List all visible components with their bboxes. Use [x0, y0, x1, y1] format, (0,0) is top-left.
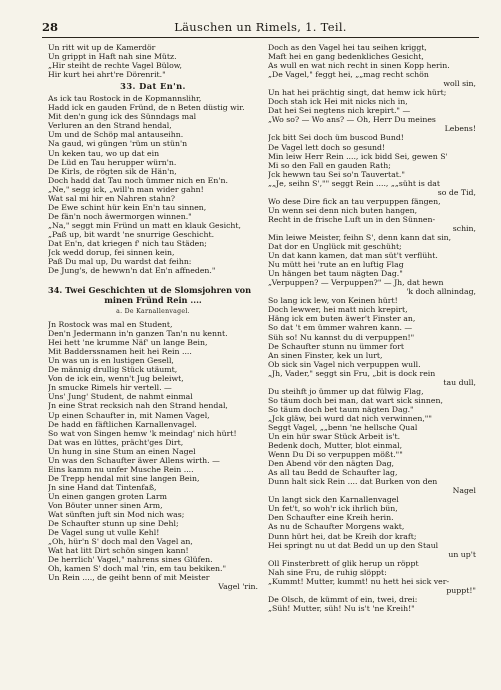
- poem-line: As nu de Schaufter Morgens wakt,: [268, 522, 405, 532]
- poem-line: De Lüd en Tau herupper würn'n.: [48, 157, 177, 167]
- poem-line: Lebens!: [444, 124, 476, 134]
- poem-line: De Trepp hendal mit sine langen Bein,: [48, 473, 200, 483]
- poem-line: Nah sine Fru, de ruhig slöppt:: [268, 567, 387, 577]
- poem-line: „Kummt! Mutter, kummt! nu hett hei sick ver-: [268, 576, 450, 586]
- poem-line: un up't: [448, 549, 476, 559]
- poem-line: „Süh! Mutter, süh! Nu is't 'ne Kreih!": [268, 603, 415, 613]
- poem-line: De herrlich' Vagel," nahrens sines Glüfen.: [48, 555, 213, 565]
- poem-line: Du steihft jo ümmer up dat fülwig Flag,: [268, 386, 424, 396]
- poem-line: Na gaud, wi güngen 'rüm un stün'n: [48, 139, 188, 149]
- poem-line: Hei springt nu ut dat Bedd un up den Staul: [268, 540, 439, 550]
- poem-line: „De Vagel," feggt hei, „„mag recht schön: [268, 70, 429, 80]
- poem-line: Häng ick em buten äwer't Finster an,: [268, 314, 416, 324]
- poem-line: Dunn halt sick Rein .... dat Burken von den: [268, 477, 438, 487]
- poem-line: So lang ick lew, von Keinen hürt!: [268, 296, 398, 306]
- poem-line: Un langt sick den Karnallenvagel: [268, 495, 399, 505]
- poem-line: De fän'n noch äwermorgen winnen.": [48, 211, 192, 221]
- poem-line: Doch lewwer, hei matt nich krepirt,: [268, 305, 408, 315]
- poem-line: Dat En'n, dat kriegen f' nich tau Städen;: [48, 238, 207, 248]
- page-header: [42, 20, 479, 36]
- poem-line: Oll Finsterbrett of glik herup un röppt: [268, 558, 419, 568]
- poem-line: So dat 't em ümmer wahren kann. —: [268, 323, 413, 333]
- poem-line: „Jck gläw, bei wurd dat nich verwinnen,"": [268, 413, 432, 423]
- poem-32-ending: [48, 43, 258, 79]
- poem-line: Nagel: [452, 486, 476, 496]
- poem-line: puppt!": [446, 585, 476, 595]
- poem-line: Doch as den Vagel hei tau seihen kriggt,: [268, 43, 427, 52]
- poem-line: Doch hadd dat Tau noch ümmer nich en En'n.: [48, 175, 228, 185]
- poem-line: Von de ick ein, wenn't Jug beleiwt,: [48, 374, 184, 384]
- poem-33-text: [48, 94, 258, 275]
- poem-line: As wull en wat nich recht in sinen Kopp herin.: [268, 61, 450, 71]
- poem-line: Dat dor en Unglück mit geschüht;: [268, 242, 402, 252]
- poem-line: Mi so den Fall en gauden Rath;: [268, 160, 391, 170]
- poem-line: Min leiw Herr Rein ...., ick bidd Sei, gewen S': [268, 151, 448, 161]
- poem-line: So wat von Singen hemw 'k meindag' nich hürt!: [48, 428, 237, 438]
- poem-line: Un grippt in Haft nah sine Mütz.: [48, 52, 177, 62]
- poem-line: Wenn Du Di so verpuppen mößt."": [268, 450, 403, 460]
- running-title: Läuschen un Rimels, 1. Teil.: [174, 20, 347, 34]
- poem-line: Un keken tau, wo up dat ein: [48, 148, 160, 158]
- section-34-title: [48, 286, 258, 305]
- poem-line: „Verpuppen? — Verpuppen?" — Jh, dat hewn: [268, 278, 444, 288]
- poem-line: „Wo so? — Wo ans? — Oh, Herr Du meines: [268, 115, 436, 125]
- poem-line: De Schaufter stunn up sine Dehl;: [48, 519, 179, 529]
- poem-line: De Schaufter stunn nu ümmer fort: [268, 341, 405, 351]
- poem-line: De Olsch, de kümmt of ein, twei, drei:: [268, 594, 418, 604]
- poem-line: Un ritt wit up de Kamerdör: [48, 43, 156, 52]
- poem-line: Mit den'n gung ick des Sünndags mal: [48, 112, 197, 122]
- poem-line: Un wenn sei denn nich buten hangen,: [268, 205, 418, 215]
- poem-line: Seggt Vagel, „„benn 'ne hellsche Qual: [268, 422, 418, 432]
- poem-line: Den Abend vör den nägten Dag,: [268, 459, 395, 469]
- poem-line: Wat hat litt Dirt schön singen kann!: [48, 546, 189, 556]
- poem-line: Bedenk doch, Mutter, blot einmal,: [268, 441, 403, 451]
- subsection-title: a. De Karnallenvagel.: [116, 307, 190, 315]
- poem-line: Wat sal mi hir en Nahren stahn?: [48, 193, 175, 203]
- poem-line: tau dull,: [443, 377, 476, 387]
- poem-line: Un was un is en lustigen Gesell,: [48, 356, 174, 366]
- section-34-title-line2: minen Fründ Rein ....: [104, 294, 202, 305]
- poem-line: De männig drullig Stück utäumt,: [48, 365, 178, 375]
- poem-line: Up einen Schaufter in, mit Namen Vagel,: [48, 410, 210, 420]
- poem-line: 'k doch allnindag,: [406, 287, 476, 297]
- poem-line: Doch stah ick Hei mit nicks nich in,: [268, 97, 408, 107]
- poem-line: „Oh, hür'n S' doch mal den Vagel an,: [48, 537, 193, 547]
- poem-line: Un hat hei prächtig singt, dat hemw ick hürt;: [268, 88, 447, 98]
- poem-line: „Na," seggt min Fründ un matt en klauk Gesicht,: [48, 220, 241, 230]
- poem-34-text: [48, 320, 258, 582]
- section-34-title-line1: 34. Twei Geschichten ut de Slomsjohren von: [48, 285, 252, 296]
- poem-line: Un hung in sine Stum an einen Nagel: [48, 446, 196, 456]
- poem-line: Recht in de frische Luft un in den Sünnen-: [268, 214, 436, 224]
- poem-line: An sinen Finster, kek un lurt,: [268, 350, 383, 360]
- poem-line: „Paß up, bit wardt 'ne snurrige Geschicht.: [48, 229, 215, 239]
- poem-line: De Jung's, de hewwn'n dat En'n affneden.": [48, 266, 216, 276]
- poem-line: Oh, kamen S' doch mal 'rin, em tau bekiken.": [48, 564, 227, 574]
- page-number: 28: [42, 20, 59, 34]
- poem-line: As ick tau Rostock in de Kopmannslihr,: [48, 94, 202, 104]
- section-33-title: 33. Dat En'n.: [120, 81, 186, 92]
- poem-line: So täum doch bet taum nägten Dag.": [268, 404, 414, 414]
- poem-line: Jck bitt Sei doch üm buscod Bund!: [268, 133, 404, 143]
- poem-line: Von Böuter unner sinen Arm,: [48, 500, 163, 510]
- poem-line: Maft hei en gang bedenkliches Gesicht,: [268, 52, 424, 62]
- poem-line: Uns' Jung' Student, de nahmt einmal: [48, 392, 193, 402]
- poem-line: Dat hei Sei negtens nich krepirt." —: [268, 106, 411, 116]
- poem-line: Eins kamm nu unfer Musche Rein ....: [48, 464, 194, 474]
- poem-line: Min leiwe Meister, feihn S', denn kann dat sin,: [268, 232, 452, 242]
- poem-line: Jck hewwn tau Sei so'n Tauvertat.": [268, 169, 405, 179]
- poem-line: Mit Badderssnamen heit hei Rein ....: [48, 347, 192, 357]
- poem-line: De Ewe schint hür kein En'n tau sinnen,: [48, 202, 207, 212]
- poem-line: so de Tid,: [437, 187, 476, 197]
- poem-line: Wat sünften juft sin Mod nich was;: [48, 510, 185, 520]
- poem-line: Hir kurt hei ahrt're Dörenrit.": [48, 70, 166, 80]
- poem-line: Dunn hürt hei, dat be Kreih dor kraft;: [268, 531, 417, 541]
- section-gap: [48, 275, 258, 285]
- right-column: [268, 43, 476, 613]
- poem-line: De Vagel sung ut vulle Kehl!: [48, 528, 160, 538]
- left-column: [48, 43, 258, 591]
- poem-line: Un ein hür swar Stück Arbeit is't.: [268, 432, 401, 442]
- poem-line: „„Je, seihn S',"" seggt Rein ...., „„süht is dat: [268, 178, 441, 188]
- poem-line: Jn smucke Rimels hir vertell. —: [48, 383, 172, 393]
- poem-line: Un hängen bet taum nägten Dag.": [268, 269, 403, 279]
- poem-line: Jn eine Strat recksich nah den Strand hendal,: [48, 401, 228, 411]
- poem-line: Hei hett 'ne krumme Näf' un lange Bein,: [48, 338, 208, 348]
- poem-line: schin,: [452, 223, 476, 233]
- poem-line: woll sin,: [443, 79, 476, 89]
- poem-line: So täum doch bei man, dat wart sick sinnen,: [268, 395, 443, 405]
- poem-line: Paß Du mal up, Du wardst dat feihn:: [48, 257, 192, 267]
- poem-line: Jn sine Hand dat Tintenfaß,: [48, 482, 157, 492]
- poem-line: Jck wedd dorup, fei sinnen kein,: [48, 248, 175, 258]
- poem-line: Wo dese Dire fick an tau verpuppen fängen,: [268, 196, 441, 206]
- poem-line: Um und de Schöp mal antauseihn.: [48, 130, 184, 140]
- poem-line: Un was den Schaufter äwer Allens wirth. —: [48, 455, 220, 465]
- poem-line: De hadd en fäftlichen Karnallenvagel.: [48, 419, 197, 429]
- header-rule: [42, 37, 479, 38]
- poem-line: De Kirls, de rögten sik de Hän'n,: [48, 166, 177, 176]
- poem-line: „Jh, Vader," seggt sin Fru, „bit is dock rein: [268, 368, 436, 378]
- poem-line: Nu mütt hei 'rute an en luftig Flag: [268, 260, 404, 270]
- poem-line: De Vagel lett doch so gesund!: [268, 142, 386, 152]
- poem-line: Süh so! Nu kannst du di verpuppen!": [268, 332, 415, 342]
- poem-line: Verluren an den Strand hendal,: [48, 121, 172, 131]
- poem-line: Un einen gangen groten Larm: [48, 491, 167, 501]
- poem-line: Un Rein ...., de geiht benn of mit Meister: [48, 573, 210, 583]
- poem-line: „Hir steiht de rechte Vagel Bülow,: [48, 61, 182, 71]
- poem-line: Vagel 'rin.: [218, 582, 258, 592]
- poem-line: Den Schaufter eine Kreih herin.: [268, 513, 394, 523]
- poem-line: As all tau Bedd de Schaufter lag,: [268, 468, 398, 478]
- poem-line: Den'n Jedermann in'n ganzen Tan'n nu kennt.: [48, 329, 228, 339]
- poem-line: Un dat kann kamen, dat man süt't verflüht.: [268, 251, 438, 261]
- poem-line: Dat was en lüttes, prächt'ges Dirt,: [48, 437, 184, 447]
- poem-line: Ob sick sin Vagel nich verpuppen wull.: [268, 359, 421, 369]
- poem-line: Un fet't, so woh'r ick ihrlich bün,: [268, 504, 398, 514]
- poem-line: Jn Rostock was mal en Student,: [48, 320, 173, 330]
- poem-line: Hadd ick en gauden Fründ, de n Beten düstig wir.: [48, 103, 245, 113]
- poem-34-continuation: [268, 43, 476, 613]
- poem-line: „Ne," segg ick, „will'n man wider gahn!: [48, 184, 204, 194]
